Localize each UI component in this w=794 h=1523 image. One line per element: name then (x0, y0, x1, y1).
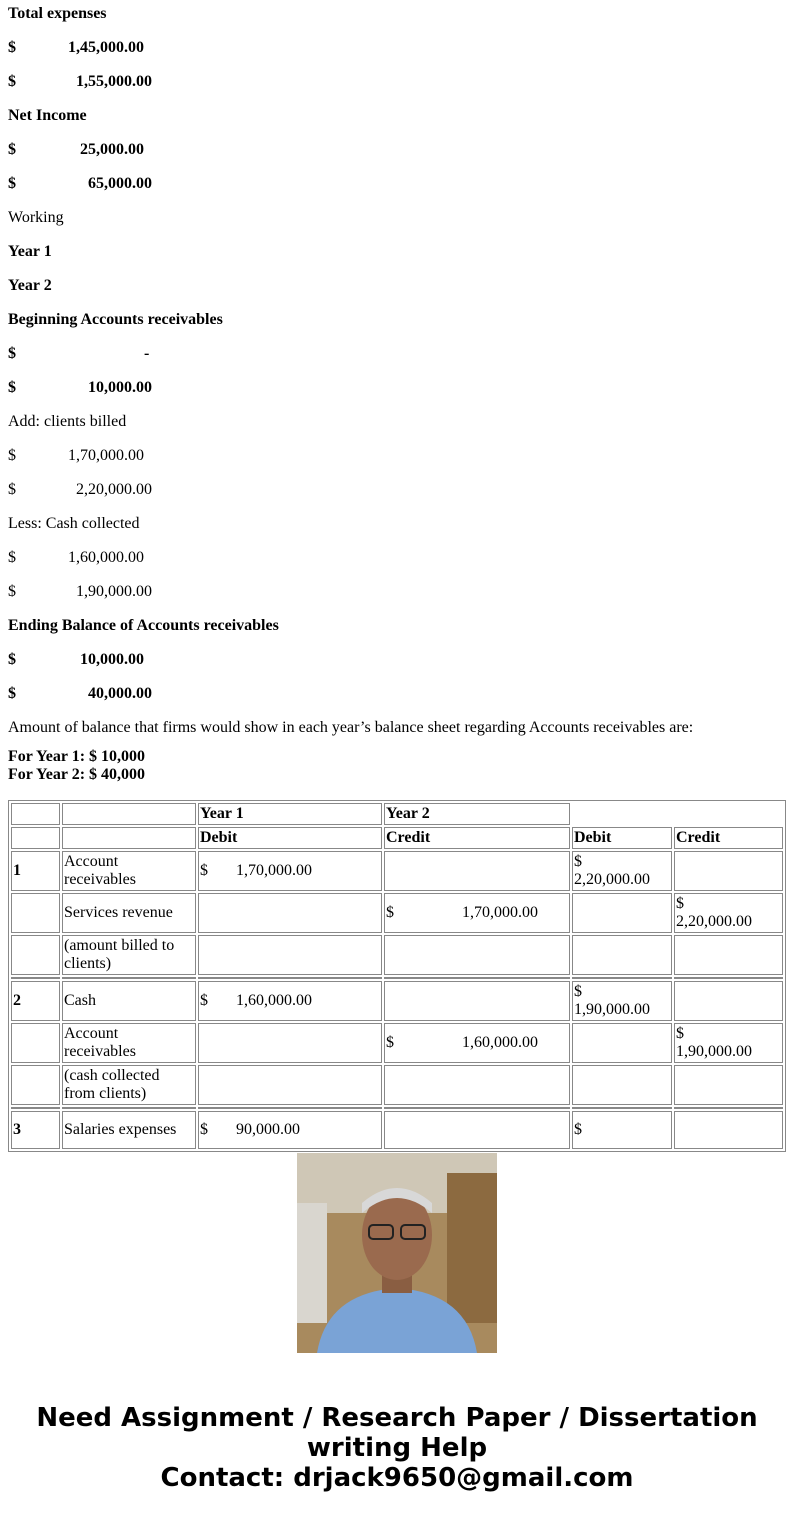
amount-line (8, 170, 786, 204)
entry-number: 2 (11, 981, 60, 1021)
amount-value: 1,90,000.00 (76, 583, 152, 600)
amount-line (8, 578, 786, 612)
amount-value: - (144, 345, 150, 362)
table-cell (62, 803, 196, 825)
balance-summary (8, 748, 786, 784)
amount-cell-y1c (384, 1065, 570, 1105)
currency-symbol: $ (8, 583, 16, 600)
account-name: Account receivables (62, 1023, 196, 1063)
currency-symbol: $ (200, 992, 208, 1009)
amount-cell-y2c (674, 981, 783, 1021)
text-line: Ending Balance of Accounts receivables (8, 617, 279, 634)
amount-value: 1,70,000.00 (462, 904, 538, 921)
text-line: Add: clients billed (8, 413, 127, 430)
separator-cell (62, 977, 196, 979)
amount-value: 1,70,000.00 (236, 862, 312, 879)
amount-cell-y1d (198, 1111, 382, 1149)
table-row (11, 1065, 783, 1105)
currency-symbol: $ (8, 685, 16, 702)
amount-cell-y1c (384, 1111, 570, 1149)
header-year1: Year 1 (198, 803, 382, 825)
amount-value: 1,45,000.00 (68, 39, 144, 56)
amount-value: 1,90,000.00 (574, 1001, 650, 1018)
separator-cell (198, 977, 382, 979)
entry-number (11, 893, 60, 933)
separator-cell (198, 1107, 382, 1109)
promo-line-1: Need Assignment / Research Paper / Dissertation (36, 1403, 758, 1433)
text-line: Amount of balance that firms would show in each year’s balance sheet regarding Accounts receivables are: (8, 719, 694, 736)
table-row (11, 981, 783, 1021)
summary-year2: For Year 2: $ 40,000 (8, 766, 146, 783)
entry-number: 1 (11, 851, 60, 891)
currency-symbol: $ (676, 1025, 684, 1042)
amount-cell-y1c (384, 851, 570, 891)
amount-value: 2,20,000.00 (574, 871, 650, 888)
amount-cell-y2c (674, 851, 783, 891)
currency-symbol: $ (8, 651, 16, 668)
header-year2: Year 2 (384, 803, 570, 825)
text-line: Year 2 (8, 277, 52, 294)
table-row (11, 1023, 783, 1063)
promo-banner (0, 1403, 794, 1493)
separator-cell (62, 1107, 196, 1109)
separator-cell (572, 1107, 672, 1109)
text-line: Beginning Accounts receivables (8, 311, 223, 328)
separator-row (11, 977, 783, 979)
text-line: Net Income (8, 107, 87, 124)
amount-cell-y2d (572, 935, 672, 975)
amount-cell-y1c (384, 1023, 570, 1063)
account-name: Services revenue (62, 893, 196, 933)
amount-cell-y2d (572, 981, 672, 1021)
amount-cell-y2c (674, 935, 783, 975)
separator-cell (11, 1107, 60, 1109)
amount-value: 2,20,000.00 (76, 481, 152, 498)
table-cell (11, 803, 60, 825)
amount-line (8, 476, 786, 510)
amount-cell-y1c (384, 893, 570, 933)
separator-cell (572, 977, 672, 979)
separator-cell (384, 1107, 570, 1109)
currency-symbol: $ (386, 1034, 394, 1051)
currency-symbol: $ (8, 175, 16, 192)
currency-symbol: $ (574, 1121, 582, 1138)
currency-symbol: $ (200, 862, 208, 879)
header-row-years (11, 803, 783, 825)
currency-symbol: $ (8, 447, 16, 464)
column-header: Debit (198, 827, 382, 849)
amount-cell-y2d (572, 1111, 672, 1149)
header-row-columns (11, 827, 783, 849)
amount-value: 1,70,000.00 (68, 447, 144, 464)
entry-number (11, 935, 60, 975)
amount-value: 1,60,000.00 (236, 992, 312, 1009)
amount-cell-y1d (198, 851, 382, 891)
column-header (11, 827, 60, 849)
empty-cell (572, 803, 783, 825)
amount-cell-y2c (674, 893, 783, 933)
column-header: Credit (384, 827, 570, 849)
amount-value: 1,60,000.00 (68, 549, 144, 566)
amount-cell-y2c (674, 1023, 783, 1063)
currency-symbol: $ (8, 481, 16, 498)
journal-table (8, 800, 786, 1152)
promo-line-2: writing Help (306, 1433, 488, 1463)
amount-line (8, 646, 786, 680)
currency-symbol: $ (8, 39, 16, 56)
account-name: (cash collected from clients) (62, 1065, 196, 1105)
currency-symbol: $ (8, 549, 16, 566)
amount-cell-y2d (572, 1065, 672, 1105)
amount-line (8, 442, 786, 476)
amount-value: 10,000.00 (80, 651, 144, 668)
amount-cell-y1d (198, 1023, 382, 1063)
entry-number: 3 (11, 1111, 60, 1149)
separator-cell (11, 977, 60, 979)
text-line: Year 1 (8, 243, 52, 260)
account-name: Account receivables (62, 851, 196, 891)
currency-symbol: $ (200, 1121, 208, 1138)
currency-symbol: $ (8, 73, 16, 90)
separator-cell (384, 977, 570, 979)
amount-value: 40,000.00 (88, 685, 152, 702)
entry-number (11, 1065, 60, 1105)
table-row (11, 851, 783, 891)
amount-cell-y2d (572, 1023, 672, 1063)
amount-cell-y1c (384, 981, 570, 1021)
currency-symbol: $ (574, 983, 582, 1000)
text-line: Total expenses (8, 5, 107, 22)
amount-line (8, 374, 786, 408)
column-header: Credit (674, 827, 783, 849)
amount-cell-y2c (674, 1111, 783, 1149)
separator-cell (674, 1107, 783, 1109)
document (8, 0, 786, 1138)
amount-value: 25,000.00 (80, 141, 144, 158)
currency-symbol: $ (676, 895, 684, 912)
amount-line (8, 136, 786, 170)
column-header (62, 827, 196, 849)
amount-cell-y2d (572, 851, 672, 891)
amount-cell-y1d (198, 935, 382, 975)
separator-row (11, 1107, 783, 1109)
amount-line (8, 68, 786, 102)
amount-cell-y1d (198, 1065, 382, 1105)
working-lines (8, 0, 786, 748)
summary-year1: For Year 1: $ 10,000 (8, 748, 146, 765)
amount-value: 2,20,000.00 (676, 913, 752, 930)
amount-cell-y1d (198, 981, 382, 1021)
amount-cell-y2d (572, 893, 672, 933)
currency-symbol: $ (8, 345, 16, 362)
table-row (11, 935, 783, 975)
currency-symbol: $ (386, 904, 394, 921)
promo-contact: Contact: drjack9650@gmail.com (160, 1463, 634, 1493)
amount-cell-y2c (674, 1065, 783, 1105)
separator-cell (674, 977, 783, 979)
table-row (11, 1111, 783, 1149)
currency-symbol: $ (8, 141, 16, 158)
account-name: (amount billed to clients) (62, 935, 196, 975)
text-line: Less: Cash collected (8, 515, 140, 532)
text-line: Working (8, 209, 64, 226)
amount-line (8, 34, 786, 68)
account-name: Salaries expenses (62, 1111, 196, 1149)
amount-value: 90,000.00 (236, 1121, 300, 1138)
amount-line (8, 680, 786, 714)
amount-value: 1,55,000.00 (76, 73, 152, 90)
amount-cell-y1c (384, 935, 570, 975)
currency-symbol: $ (574, 853, 582, 870)
amount-value: 1,60,000.00 (462, 1034, 538, 1051)
amount-cell-y1d (198, 893, 382, 933)
table-row (11, 893, 783, 933)
amount-line (8, 544, 786, 578)
column-header: Debit (572, 827, 672, 849)
author-photo (297, 1153, 497, 1353)
currency-symbol: $ (8, 379, 16, 396)
amount-line (8, 340, 786, 374)
amount-value: 65,000.00 (88, 175, 152, 192)
amount-value: 10,000.00 (88, 379, 152, 396)
entry-number (11, 1023, 60, 1063)
account-name: Cash (62, 981, 196, 1021)
amount-value: 1,90,000.00 (676, 1043, 752, 1060)
